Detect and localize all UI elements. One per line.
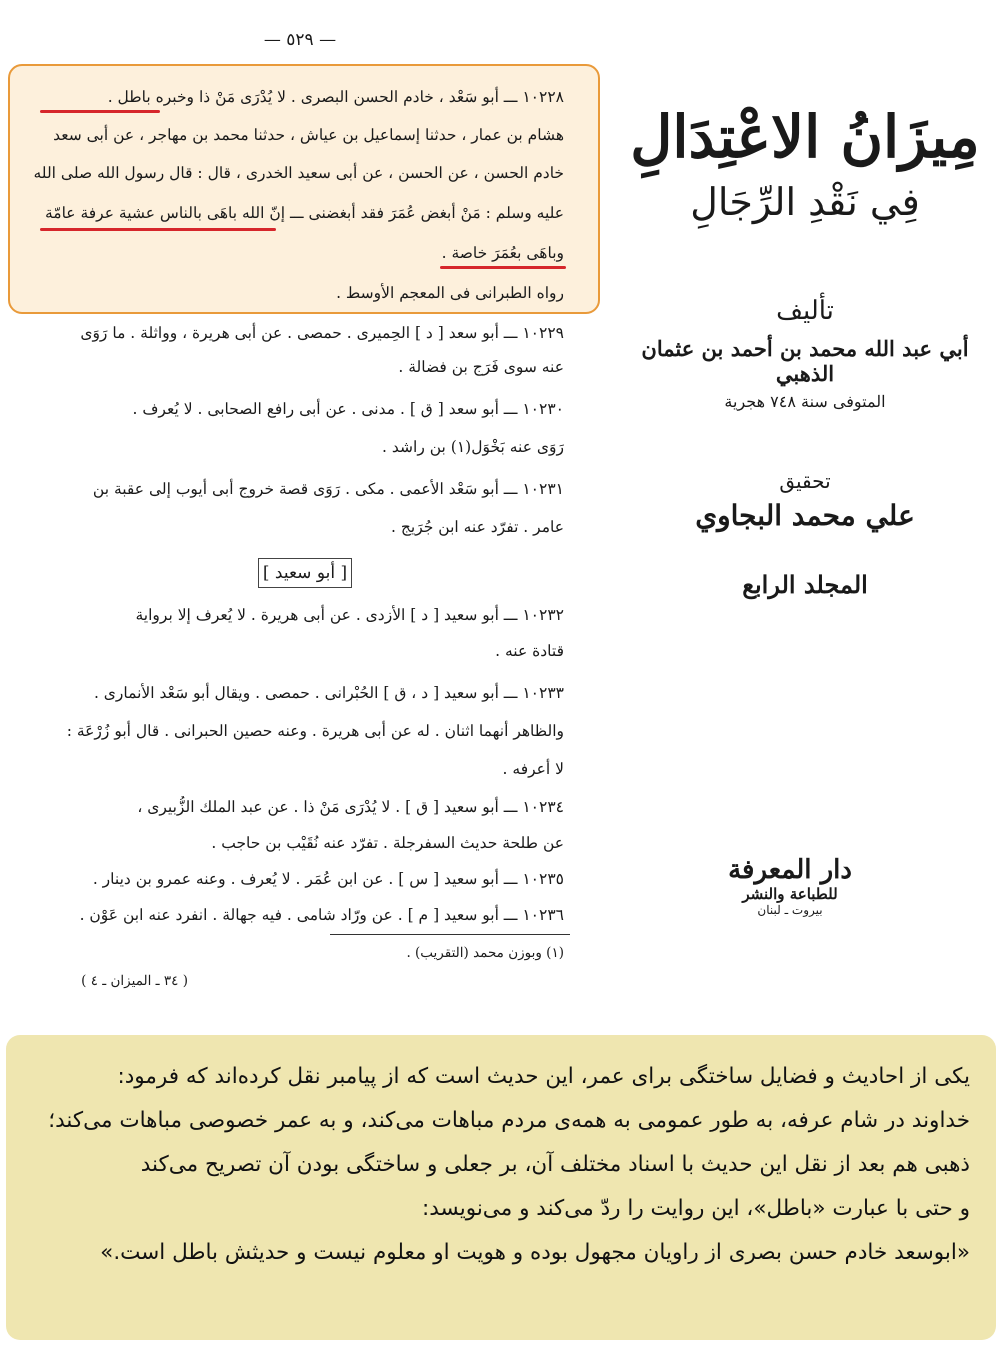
caption-line: «ابوسعد خادم حسن بصری از راویان مجهول بوده و هویت او معلوم نیست و حدیثش باطل است.» bbox=[100, 1240, 970, 1265]
entry-line: عن طلحة حديث السفرجلة . تفرّد عنه نُقَيْب بن حاجب . bbox=[211, 834, 564, 852]
highlighted-entry-line: وباهَى بعُمَرَ خاصة . bbox=[441, 244, 564, 262]
entry-line: ١٠٢٢٩ ـــ أبو سعد [ د ] الحِميرى . حمصى . عن أبى هريرة ، وواثلة . ما رَوَى bbox=[80, 324, 564, 342]
editor-label: تحقيق bbox=[779, 469, 831, 493]
publisher-city: بيروت ـ لبنان bbox=[757, 903, 823, 917]
entry-line: ١٠٢٣١ ـــ أبو سَعْد الأعمى . مكى . رَوَى قصة خروج أبى أيوب إلى عقبة بن bbox=[92, 480, 564, 498]
caption-line: و حتی با عبارت «باطل»، این روایت را ردّ می‌کند و می‌نویسد: bbox=[422, 1196, 970, 1221]
entry-line: ١٠٢٣٥ ـــ أبو سعيد [ س ] . عن ابن عُمَر . لا يُعرف . وعنه عمرو بن دينار . bbox=[92, 870, 564, 888]
footnote-rule bbox=[330, 934, 570, 935]
entry-line: ١٠٢٣٦ ـــ أبو سعيد [ م ] . عن ورّاد شامى . فيه جهالة . انفرد عنه ابن عَوْن . bbox=[79, 906, 564, 924]
entry-line: والظاهر أنهما اثنان . له عن أبى هريرة . وعنه حصين الحبرانى . قال أبو زُرْعَة : bbox=[66, 722, 564, 740]
publisher-logo bbox=[720, 855, 860, 917]
caption-line: ذهبی هم بعد از نقل این حدیث با اسناد مختلف آن، بر جعلی و ساختگی بودن آن تصریح می‌کند bbox=[140, 1152, 970, 1177]
entry-line: ١٠٢٣٠ ـــ أبو سعد [ ق ] . مدنى . عن أبى رافع الصحابى . لا يُعرف . bbox=[132, 400, 564, 418]
editor-name: علي محمد البجاوي bbox=[695, 499, 915, 532]
author-name: أبي عبد الله محمد بن أحمد بن عثمان الذهبي bbox=[641, 336, 969, 386]
highlighted-entry-line: رواه الطبرانى فى المعجم الأوسط . bbox=[336, 284, 564, 302]
section-heading: [ أبو سعيد ] bbox=[258, 558, 352, 588]
volume-label: المجلد الرابع bbox=[742, 570, 868, 599]
entry-line: لا أعرفه . bbox=[502, 760, 564, 778]
entry-line: قتادة عنه . bbox=[495, 642, 564, 660]
highlighted-entry-line: عليه وسلم : مَنْ أبغض عُمَرَ فقد أبغضنى ـــ إنّ الله باهَى بالناس عشية عرفة عامّة bbox=[44, 204, 564, 222]
highlighted-entry-line: خادم الحسن ، عن الحسن ، عن أبى سعيد الخدرى ، قال : قال رسول الله صلى الله bbox=[34, 164, 564, 182]
entry-line: رَوَى عنه بَخْوَل(١) بن راشد . bbox=[382, 438, 564, 456]
page-footer: ( ٣٤ ـ الميزان ـ ٤ ) bbox=[81, 973, 188, 989]
highlighted-entry-line: ١٠٢٢٨ ـــ أبو سَعْد ، خادم الحسن البصرى . لا يُدْرَى مَنْ ذا وخبره باطل . bbox=[107, 88, 564, 106]
author-label: تأليف bbox=[776, 296, 834, 326]
entry-line: ١٠٢٣٢ ـــ أبو سعيد [ د ] الأزدى . عن أبى هريرة . لا يُعرف إلا برواية bbox=[135, 606, 564, 624]
caption-line: خداوند در شام عرفه، به طور عمومی به همه‌ی مردم مباهات می‌کند، و به عمر خصوصی مباهات می‌کند؛ bbox=[48, 1108, 970, 1133]
entry-line: ١٠٢٣٣ ـــ أبو سعيد [ د ، ق ] الحُبْرانى . حمصى . ويقال أبو سَعْد الأنمارى . bbox=[93, 684, 564, 702]
highlighted-entry-line: هشام بن عمار ، حدثنا إسماعيل بن عياش ، حدثنا محمد بن مهاجر ، عن أبى سعد bbox=[53, 126, 564, 144]
publisher-sub: للطباعة والنشر bbox=[742, 885, 838, 903]
title-page bbox=[620, 80, 990, 599]
entry-line: عامر . تفرّد عنه ابن جُرَيج . bbox=[391, 518, 564, 536]
red-underline-hadith bbox=[40, 228, 276, 231]
caption-line: یکی از احادیث و فضایل ساختگی برای عمر، این حدیث است که از پیامبر نقل کرده‌اند که فرمود: bbox=[117, 1064, 970, 1089]
footnote: (١) وبوزن محمد (التقريب) . bbox=[406, 945, 564, 961]
book-title: مِيزَانُ الاعْتِدَالِ bbox=[630, 103, 980, 171]
red-underline-khassa bbox=[440, 266, 566, 269]
book-subtitle: فِي نَقْدِ الرِّجَالِ bbox=[690, 180, 920, 224]
entry-line: ١٠٢٣٤ ـــ أبو سعيد [ ق ] . لا يُدْرَى مَنْ ذا . عن عبد الملك الزُّبيرى ، bbox=[137, 798, 564, 816]
author-death: المتوفى سنة ٧٤٨ هجرية bbox=[724, 392, 886, 411]
page-number: — ٥٢٩ — bbox=[263, 30, 337, 50]
red-underline-batil bbox=[40, 110, 160, 113]
publisher-name: دار المعرفة bbox=[728, 855, 852, 885]
persian-caption-box bbox=[6, 1035, 996, 1340]
entry-line: عنه سوى فَرَج بن فضالة . bbox=[398, 358, 564, 376]
